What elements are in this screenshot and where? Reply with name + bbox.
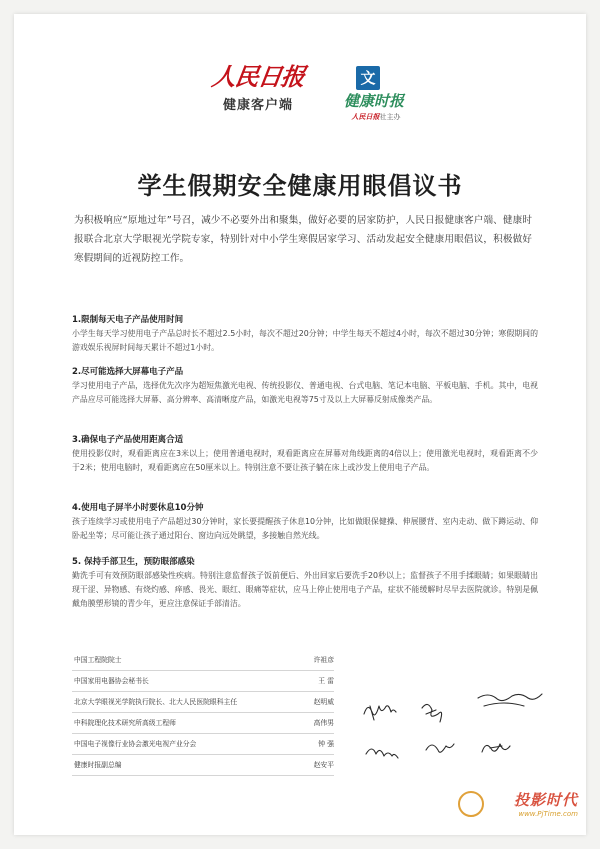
section-heading: 1.限制每天电子产品使用时间 [72, 315, 184, 325]
people-daily-wordmark: 人民日报 [210, 62, 307, 91]
signature-1 [364, 706, 396, 720]
signatory-name: 赵明威 [313, 698, 334, 706]
section-5 [72, 556, 538, 611]
signatory-name: 赵安平 [313, 761, 334, 769]
section-heading: 2.尽可能选择大屏幕电子产品 [72, 367, 184, 377]
section-4 [72, 502, 538, 543]
intro-paragraph: 为积极响应“原地过年”号召，减少不必要外出和聚集，做好必要的居家防护，人民日报健康客户端、健康时报联合北京大学眼视光学院专家，特别针对中小学生寒假居家学习、活动发起安全健康用眼倡议，积极做好寒假期间的近视防控工作。 [74, 215, 532, 264]
signature-2 [422, 704, 442, 722]
health-times-logo [334, 66, 414, 126]
health-times-host-suffix: 社主办 [379, 113, 401, 121]
signatory-row [72, 650, 334, 671]
section-body: 孩子连续学习或使用电子产品超过30分钟时，家长要提醒孩子休息10分钟，比如做眼保健操、伸展腰背、室内走动、做下蹲运动、仰卧起坐等；尽可能让孩子通过阳台、窗边向远处眺望，多接触自然光线。 [72, 517, 538, 540]
section-2 [72, 366, 538, 407]
section-3 [72, 434, 538, 475]
signatory-row [72, 671, 334, 692]
health-times-host [338, 112, 414, 122]
signatory-row [72, 734, 334, 755]
page-title: 学生假期安全健康用眼倡议书 [137, 172, 463, 200]
signatory-name: 钟 强 [318, 740, 334, 748]
watermark-url: www.PjTime.com [518, 810, 578, 818]
signatory-title: 北京大学眼视光学院执行院长、北大人民医院眼科主任 [74, 698, 238, 706]
signatory-name: 王 雷 [318, 677, 334, 685]
section-1 [72, 314, 538, 355]
section-body: 小学生每天学习使用电子产品总时长不超过2.5小时，每次不超过20分钟；中学生每天不超过4小时，每次不超过30分钟；寒假期间的游戏娱乐视屏时间每天累计不超过1小时。 [72, 329, 538, 352]
signatory-row [72, 713, 334, 734]
signatory-title: 中国电子视像行业协会激光电视产业分会 [74, 740, 197, 748]
section-heading: 5. 保持手部卫生，预防眼部感染 [72, 557, 195, 567]
health-times-wordmark: 健康时报 [343, 92, 404, 110]
signature-6 [482, 744, 510, 752]
health-times-host-brand: 人民日报 [351, 113, 380, 121]
watermark [458, 787, 578, 827]
signatory-name: 高伟男 [313, 719, 334, 727]
signatory-title: 中国家用电器协会秘书长 [74, 677, 149, 685]
signature-3 [478, 694, 542, 706]
signatory-table [72, 650, 334, 776]
signatory-row [72, 755, 334, 776]
signatory-name: 许祖彦 [313, 656, 334, 664]
section-body: 使用投影仪时，观看距离应在3米以上；使用普通电视时，观看距离应在屏幕对角线距离的4倍以上；使用激光电视时，观看距离不少于2米；使用电脑时，观看距离应在50厘米以上。特别注意不要让孩子躺在床上或沙发上使用电子产品。 [72, 449, 538, 472]
watermark-name: 投影时代 [513, 791, 578, 809]
section-body: 学习使用电子产品，选择优先次序为超短焦激光电视、传统投影仪、普通电视、台式电脑、笔记本电脑、平板电脑、手机。其中，电视产品应尽可能选择大屏幕、高分辨率、高清晰度产品，如激光电视等75寸及以上大屏幕反射成像类产品。 [72, 381, 538, 404]
health-times-emblem-icon: 文 [356, 66, 380, 90]
people-daily-logo [210, 62, 307, 113]
handwritten-signatures [360, 684, 560, 764]
people-daily-subtitle: 健康客户端 [222, 98, 293, 113]
section-heading: 4.使用电子屏半小时要休息10分钟 [72, 503, 204, 513]
signature-5 [426, 744, 454, 752]
watermark-emblem-icon [458, 791, 484, 817]
signatory-title: 中科院理化技术研究所高级工程师 [74, 719, 176, 727]
signatory-title: 健康时报副总编 [74, 761, 122, 769]
section-body: 勤洗手可有效预防眼部感染性疾病。特别注意监督孩子饭前便后、外出回家后要洗手20秒以上；监督孩子不用手揉眼睛；如果眼睛出现干涩、异物感、有烧灼感、痒感、畏光、眼红、眼痛等症状，应马上停止使用电子产品，症状不能缓解时尽早去医院就诊。特别是佩戴角膜塑形镜的青少年，更应注意保证手部清洁。 [72, 571, 538, 608]
signature-4 [366, 749, 398, 758]
section-heading: 3.确保电子产品使用距离合适 [72, 435, 184, 445]
signatory-row [72, 692, 334, 713]
signatory-title: 中国工程院院士 [74, 656, 122, 664]
